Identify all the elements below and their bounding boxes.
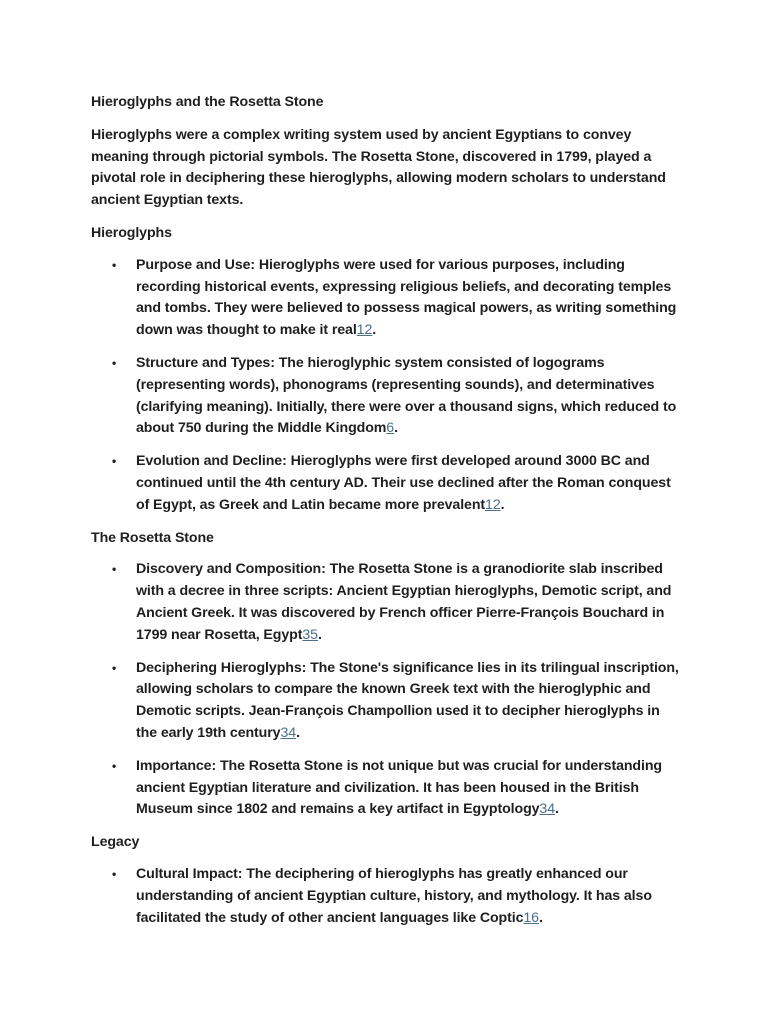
bullet-icon: •: [112, 355, 117, 370]
list-item: [91, 451, 681, 516]
bullet-icon: •: [112, 866, 117, 881]
document-title: Hieroglyphs and the Rosetta Stone: [91, 94, 324, 110]
bullet-list-hieroglyphs: [91, 255, 681, 517]
list-item: [91, 353, 681, 440]
list-item-text: Evolution and Decline: Hieroglyphs were first developed around 3000 BC and continued until the 4th century AD. Their use declined after the Roman conquest of Egypt, as Greek and Latin became more prevalent: [136, 453, 671, 513]
section-heading-rosetta-stone: The Rosetta Stone: [91, 529, 214, 546]
list-item-text: Structure and Types: The hieroglyphic system consisted of logograms (representing words), phonograms (representing sounds), and determinatives (clarifying meaning). Initially, there were over a thousand signs, which reduced to about 750 during the Middle Kingdom: [136, 354, 677, 437]
list-item-end: .: [555, 801, 559, 818]
bullet-icon: •: [112, 758, 117, 773]
intro-paragraph: Hieroglyphs were a complex writing system used by ancient Egyptians to convey meaning through pictorial symbols. The Rosetta Stone, discovered in 1799, played a pivotal role in deciphering these hieroglyphs, allowing modern scholars to understand ancient Egyptian texts.: [91, 126, 666, 209]
list-item-text: Purpose and Use: Hieroglyphs were used for various purposes, including recording historical events, expressing religious beliefs, and decorating temples and tombs. They were believed to possess magical powers, as writing something down was thought to make it real: [136, 256, 677, 339]
list-item-text: Cultural Impact: The deciphering of hieroglyphs has greatly enhanced our understanding of ancient Egyptian culture, history, and mythology. It has also facilitated the study of other ancient languages like Coptic: [136, 865, 652, 926]
list-item-text: Deciphering Hieroglyphs: The Stone's significance lies in its trilingual inscription, allowing scholars to compare the known Greek text with the hieroglyphic and Demotic scripts. Jean-François Champollion used it to decipher hieroglyphs in the early 19th century: [136, 659, 679, 741]
list-item: [91, 658, 681, 745]
list-item-end: .: [394, 420, 398, 437]
citation-link[interactable]: 34: [280, 724, 297, 741]
list-item-end: .: [317, 626, 322, 643]
bullet-list-legacy: [91, 864, 681, 929]
list-item: [91, 756, 681, 821]
list-item-text: Importance: The Rosetta Stone is not unique but was crucial for understanding ancient Egyptian literature and civilization. It has been housed in the British Museum since 1802 and remains a key artifact in Egyptology: [136, 757, 662, 818]
list-item-end: .: [296, 724, 300, 741]
list-item: [91, 864, 681, 929]
bullet-icon: •: [112, 660, 117, 675]
section-heading-hieroglyphs: Hieroglyphs: [91, 224, 172, 241]
bullet-icon: •: [112, 454, 117, 469]
list-item-text: Discovery and Composition: The Rosetta Stone is a granodiorite slab inscribed with a decree in three scripts: Ancient Egyptian hieroglyphs, Demotic script, and Ancient Greek. It was discovered by French officer Pierre-François Bouchard in 1799 near Rosetta, Egypt: [136, 561, 672, 643]
citation-link[interactable]: 34: [539, 801, 556, 818]
document-body: [91, 92, 681, 940]
section-heading-legacy: Legacy: [91, 834, 140, 851]
list-item-end: .: [372, 322, 377, 339]
list-item-end: .: [500, 496, 505, 513]
citation-link[interactable]: 12: [485, 496, 501, 513]
citation-link[interactable]: 16: [523, 909, 539, 926]
list-item: [91, 255, 681, 342]
citation-link[interactable]: 6: [386, 420, 395, 437]
bullet-icon: •: [112, 257, 117, 272]
citation-link[interactable]: 35: [302, 626, 318, 643]
bullet-icon: •: [112, 562, 117, 577]
list-item: [91, 559, 681, 646]
list-item-end: .: [538, 909, 543, 926]
citation-link[interactable]: 12: [356, 322, 373, 339]
bullet-list-rosetta-stone: [91, 559, 681, 821]
